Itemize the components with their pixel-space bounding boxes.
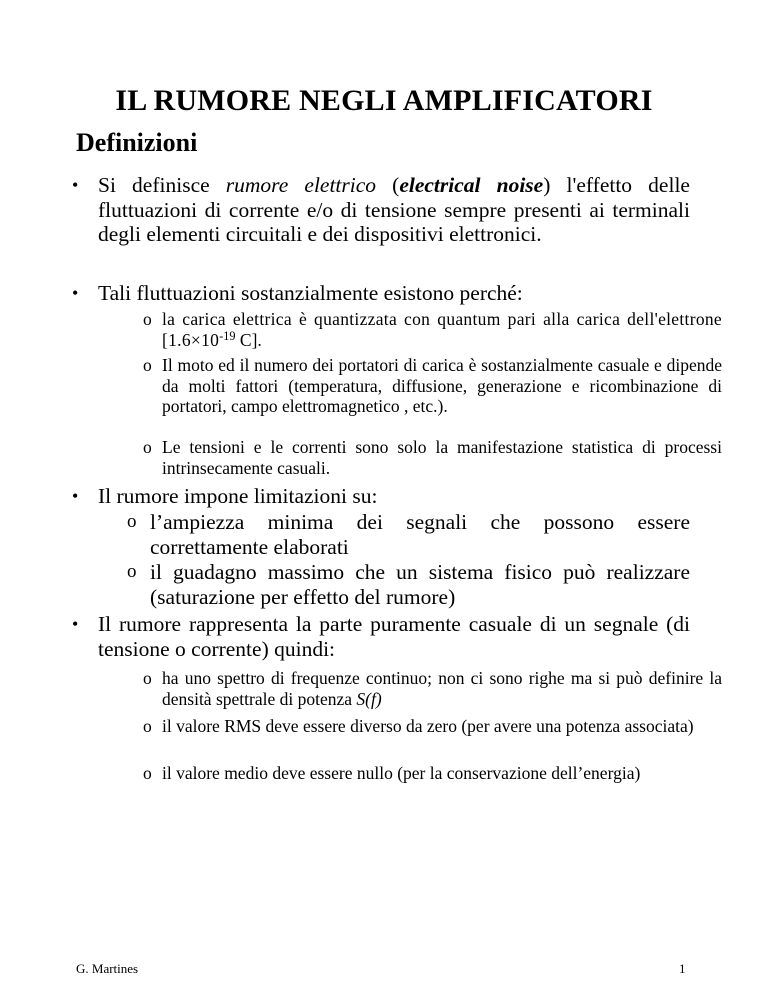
sub-item-gain: o il guadagno massimo che un sistema fisico può realizzare (saturazione per effetto del rumore) xyxy=(127,560,690,609)
page-number: 1 xyxy=(679,961,686,976)
sub-bullet-icon: o xyxy=(143,668,152,688)
page-title: IL RUMORE NEGLI AMPLIFICATORI xyxy=(115,84,653,117)
sub-bullet-icon: o xyxy=(143,763,152,783)
sub-item-charge: o la carica elettrica è quantizzata con quantum pari alla carica dell'elettrone [$1.6\times 10^{-19}$ C]. xyxy=(143,309,722,350)
bullet-item-limitations: • Il rumore impone limitazioni su: xyxy=(72,484,378,508)
sub-item-rms: o il valore RMS deve essere diverso da zero (per avere una potenza associata) xyxy=(143,716,694,736)
sub-bullet-icon: o xyxy=(143,355,152,375)
bullet-icon: • xyxy=(72,614,79,634)
sub-item-mean: o il valore medio deve essere nullo (per la conservazione dell’energia) xyxy=(143,763,641,783)
bullet-item-fluctuations: • Tali fluttuazioni sostanzialmente esistono perché: xyxy=(72,281,523,305)
bold-italic-term: electrical noise xyxy=(399,173,544,197)
sub-item-statistics: o Le tensioni e le correnti sono solo la manifestazione statistica di processi intrinsecamente casuali. xyxy=(143,437,722,478)
bullet-item-random-part: • Il rumore rappresenta la parte puramente casuale di un segnale (di tensione o corrente) quindi: xyxy=(72,612,690,661)
sub-bullet-icon: o xyxy=(143,309,152,329)
section-heading: Definizioni xyxy=(76,128,198,157)
bullet-item-definition: • Si definisce rumore elettrico (electrical noise) l'effetto delle fluttuazioni di corrente e/o di tensione sempre presenti ai terminali degli elementi circuitali e dei dispositivi elettronici. xyxy=(72,173,690,246)
sub-bullet-icon: o xyxy=(127,511,137,532)
bullet-icon: • xyxy=(72,486,79,506)
italic-term: rumore elettrico xyxy=(225,173,377,197)
sub-bullet-icon: o xyxy=(143,716,152,736)
sub-item-amplitude: o l’ampiezza minima dei segnali che possono essere correttamente elaborati xyxy=(127,510,690,559)
footer-author: G. Martines xyxy=(76,961,139,976)
sub-bullet-icon: o xyxy=(127,561,137,582)
bullet-icon: • xyxy=(72,175,79,195)
sub-item-carriers: o Il moto ed il numero dei portatori di carica è sostanzialmente casuale e dipende da molti fattori (temperatura, diffusione, generazione e ricombinazione di portatori, campo elettromagnetico , etc.). xyxy=(143,355,722,416)
bullet-icon: • xyxy=(72,283,79,303)
sub-bullet-icon: o xyxy=(143,437,152,457)
sub-item-spectrum: o ha uno spettro di frequenze continuo; non ci sono righe ma si può definire la densità spettrale di potenza S(f) xyxy=(143,668,722,709)
